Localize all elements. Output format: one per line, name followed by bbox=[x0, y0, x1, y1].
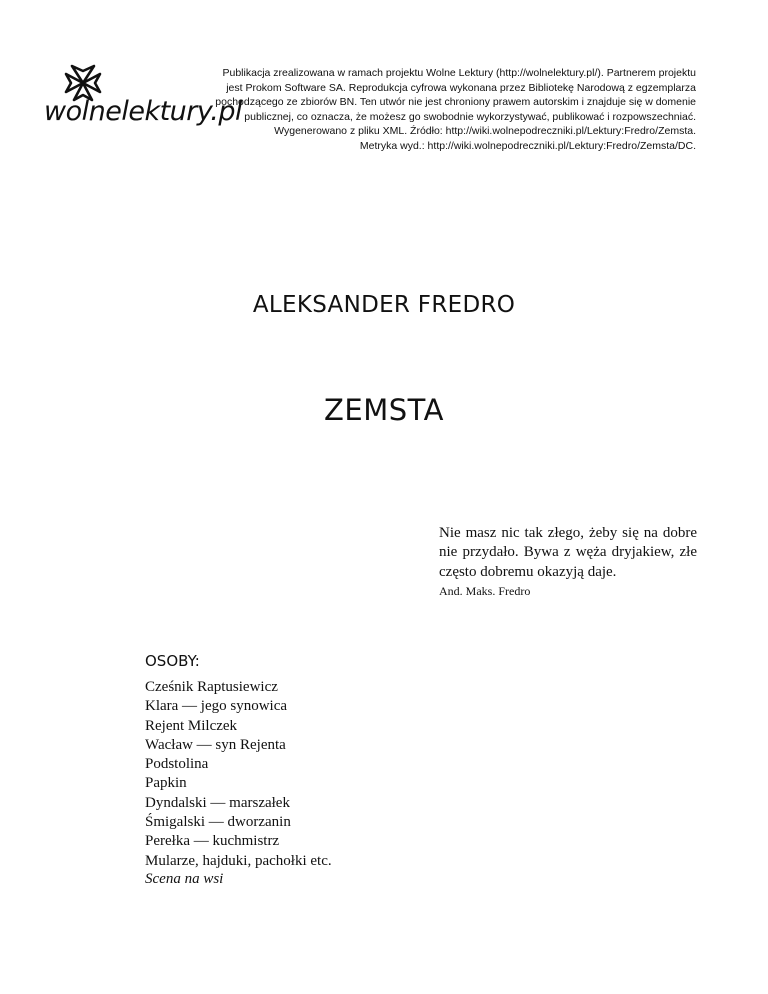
publisher-note-line: pochodzącego ze zbiorów BN. Ten utwór nie jest chroniony prawem autorskim i znajduje się w domenie bbox=[215, 96, 696, 109]
publisher-note-line: Publikacja zrealizowana w ramach projektu Wolne Lektury (http://wolnelektury.pl/). Partnerem projektu bbox=[222, 67, 696, 79]
motto-attribution: And. Maks. Fredro bbox=[439, 584, 531, 599]
cast-heading: OSOBY: bbox=[145, 652, 200, 670]
cast-member: Wacław — syn Rejenta bbox=[145, 736, 286, 753]
motto-text: Nie masz nic tak złego, żeby się na dobre nie przydało. Bywa z węża dryjakiew, złe często dobremu okazyją daje. bbox=[439, 525, 697, 580]
work-title: ZEMSTA bbox=[324, 393, 444, 427]
cast-member: Śmigalski — dworzanin bbox=[145, 814, 291, 831]
wolnelektury-logo[interactable] bbox=[44, 62, 242, 142]
motto bbox=[439, 524, 697, 599]
cast-member: Dyndalski — marszałek bbox=[145, 794, 290, 811]
cast-list bbox=[145, 678, 332, 871]
cast-member: Podstolina bbox=[145, 756, 209, 773]
author-name: ALEKSANDER FREDRO bbox=[252, 292, 516, 318]
scene-setting: Scena na wsi bbox=[145, 871, 224, 887]
cast-member: Mularze, hajduki, pachołki etc. bbox=[145, 852, 332, 869]
publisher-note-line: Wygenerowano z pliku XML. Źródło: http://wiki.wolnepodreczniki.pl/Lektury:Fredro/Zemsta. bbox=[274, 125, 696, 138]
publisher-note-line: publicznej, co oznacza, że możesz go swobodnie wykorzystywać, publikować i rozpowszechniać. bbox=[244, 110, 696, 123]
cast-member: Papkin bbox=[145, 775, 187, 792]
logo-wordmark: wolnelektury.pl bbox=[44, 96, 242, 127]
cast-member: Perełka — kuchmistrz bbox=[145, 833, 280, 850]
publisher-note bbox=[210, 66, 696, 154]
cast-member: Cześnik Raptusiewicz bbox=[145, 679, 278, 695]
publisher-note-line: Metryka wyd.: http://wiki.wolnepodreczniki.pl/Lektury:Fredro/Zemsta/DC. bbox=[359, 139, 696, 152]
cast-member: Rejent Milczek bbox=[145, 717, 238, 734]
publisher-note-line: jest Prokom Software SA. Reprodukcja cyfrowa wykonana przez Bibliotekę Narodową z egzemplarza bbox=[226, 81, 696, 94]
cast-member: Klara — jego synowica bbox=[145, 698, 288, 715]
